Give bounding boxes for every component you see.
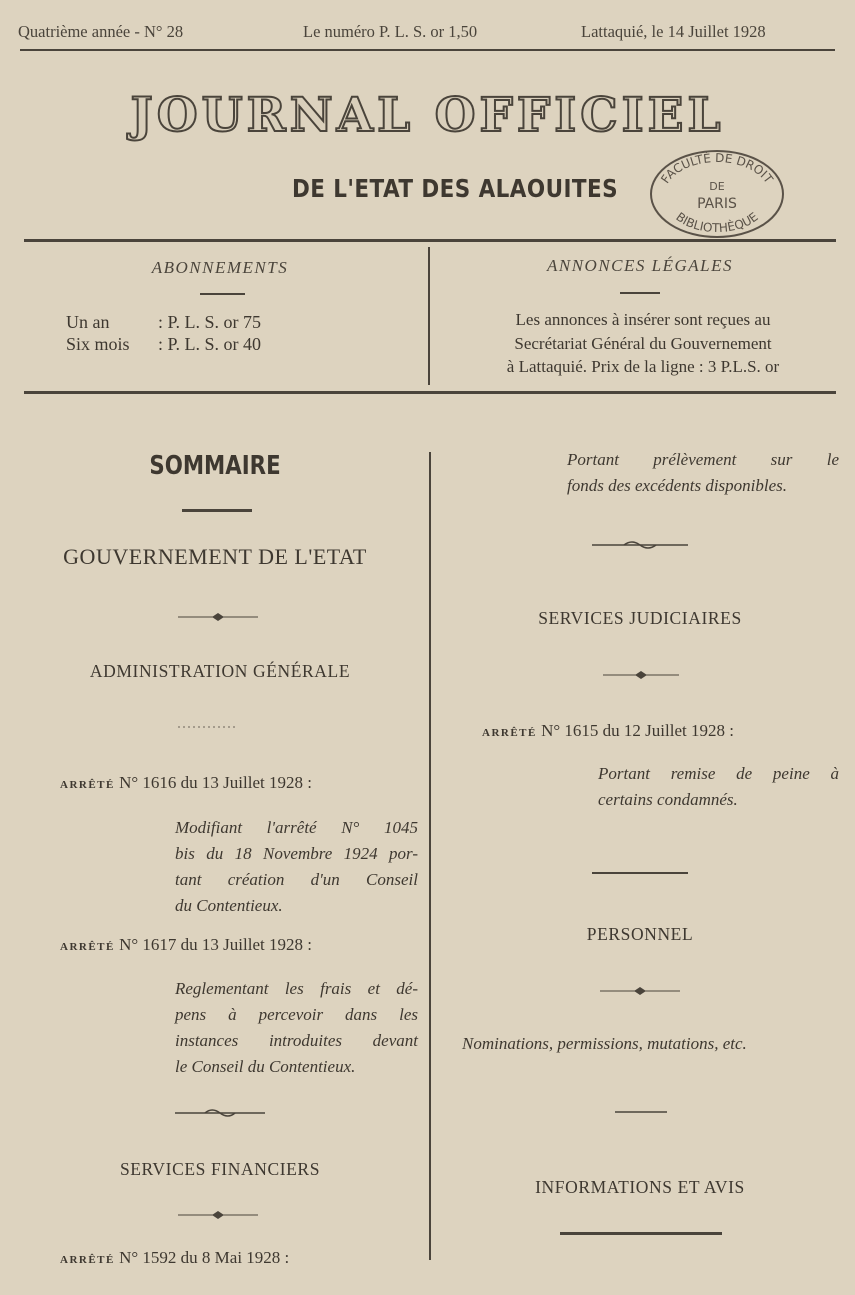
- rate-price-2: : P. L. S. or 40: [158, 334, 262, 354]
- desc-line: bis du 18 Novembre 1924 por-: [175, 844, 418, 863]
- annonces-dash: [620, 292, 660, 294]
- arrete-label: ARRÊTÉ: [60, 779, 115, 791]
- sommaire-rule: [182, 509, 252, 512]
- annonces-line: à Lattaquié. Prix de la ligne : 3 P.L.S. or: [506, 357, 780, 376]
- ornament-dots-icon: [178, 722, 238, 732]
- arrete-label: ARRÊTÉ: [482, 727, 537, 739]
- annonces-line: Les annonces à insérer sont reçues au: [515, 310, 771, 329]
- masthead-rule: [24, 239, 836, 242]
- stamp-line-2: DE: [709, 180, 725, 193]
- stamp-line-3: PARIS: [697, 196, 737, 212]
- arrete-1592-desc: [567, 447, 839, 499]
- informations-heading: INFORMATIONS ET AVIS: [535, 1177, 745, 1197]
- arrete-ref: N° 1615 du 12 Juillet 1928 :: [541, 721, 734, 740]
- info-bottom-rule: [24, 391, 836, 394]
- stamp-line-4: BIBLIOTHÈQUE: [673, 209, 761, 236]
- stamp-line-1: FACULTÉ DE DROIT: [658, 150, 776, 186]
- desc-line: certains condamnés.: [598, 790, 738, 809]
- desc-line: Reglementant les frais et dé-: [175, 979, 418, 998]
- rate-period-1: Un an: [66, 312, 110, 332]
- issue-number: Quatrième année - N° 28: [18, 22, 184, 41]
- ornament-bar-icon: [592, 868, 688, 878]
- judiciaires-heading: SERVICES JUDICIAIRES: [538, 608, 742, 628]
- issue-place-date: Lattaquié, le 14 Juillet 1928: [581, 22, 766, 41]
- arrete-1617-desc: [175, 976, 418, 1080]
- annonces-heading: ANNONCES LÉGALES: [547, 256, 733, 275]
- ornament-flourish-icon: [592, 540, 688, 550]
- arrete-1616-desc: [175, 815, 418, 919]
- desc-line: pens à percevoir dans les: [175, 1005, 418, 1024]
- ornament-divider-icon: [178, 1210, 258, 1220]
- financiers-heading: SERVICES FINANCIERS: [119, 1159, 321, 1179]
- top-rule: [20, 49, 835, 51]
- desc-line: le Conseil du Contentieux.: [175, 1057, 356, 1076]
- arrete-1615: [482, 721, 734, 741]
- abonnements-dash: [200, 293, 245, 295]
- arrete-label: ARRÊTÉ: [60, 1254, 115, 1266]
- desc-line: Modifiant l'arrêté N° 1045: [175, 818, 418, 837]
- journal-subtitle: DE L'ETAT DES ALAOUITES: [291, 174, 619, 203]
- arrete-ref: N° 1616 du 13 Juillet 1928 :: [119, 773, 312, 792]
- informations-rule: [560, 1232, 722, 1235]
- annonces-line: Secrétariat Général du Gouvernement: [514, 333, 772, 353]
- ornament-divider-icon: [600, 986, 680, 996]
- arrete-ref: N° 1617 du 13 Juillet 1928 :: [119, 935, 312, 954]
- arrete-label: ARRÊTÉ: [60, 941, 115, 953]
- desc-line: Portant remise de peine à: [598, 764, 839, 783]
- issue-price: Le numéro P. L. S. or 1,50: [303, 22, 478, 41]
- desc-line: du Contentieux.: [175, 896, 283, 915]
- desc-line: tant création d'un Conseil: [175, 870, 418, 889]
- abonnements-heading: ABONNEMENTS: [151, 258, 289, 277]
- arrete-ref: N° 1592 du 8 Mai 1928 :: [119, 1248, 290, 1267]
- annonces-text: [448, 308, 838, 379]
- ornament-flourish-icon: [175, 1108, 265, 1118]
- section-title: GOUVERNEMENT DE L'ETAT: [63, 544, 367, 569]
- sommaire-title: SOMMAIRE: [149, 451, 281, 481]
- arrete-1617: [60, 935, 312, 955]
- journal-title: JOURNAL OFFICIEL: [130, 88, 725, 143]
- desc-line: instances introduites devant: [175, 1031, 418, 1050]
- arrete-1615-desc: [598, 761, 839, 813]
- desc-line: Portant prélèvement sur le: [567, 450, 839, 469]
- ornament-divider-icon: [603, 670, 679, 680]
- ornament-small-icon: [615, 1107, 667, 1117]
- ornament-divider-icon: [178, 612, 258, 622]
- admin-heading: ADMINISTRATION GÉNÉRALE: [89, 661, 351, 681]
- personnel-desc: Nominations, permissions, mutations, etc.: [462, 1034, 747, 1053]
- arrete-1616: [60, 773, 312, 793]
- arrete-1592: [60, 1248, 289, 1268]
- rate-period-2: Six mois: [66, 334, 130, 354]
- rate-price-1: : P. L. S. or 75: [158, 312, 262, 332]
- library-stamp-icon: [648, 148, 786, 240]
- personnel-heading: PERSONNEL: [586, 924, 694, 944]
- info-divider: [428, 247, 430, 385]
- desc-line: fonds des excédents disponibles.: [567, 476, 788, 495]
- column-divider: [429, 452, 431, 1260]
